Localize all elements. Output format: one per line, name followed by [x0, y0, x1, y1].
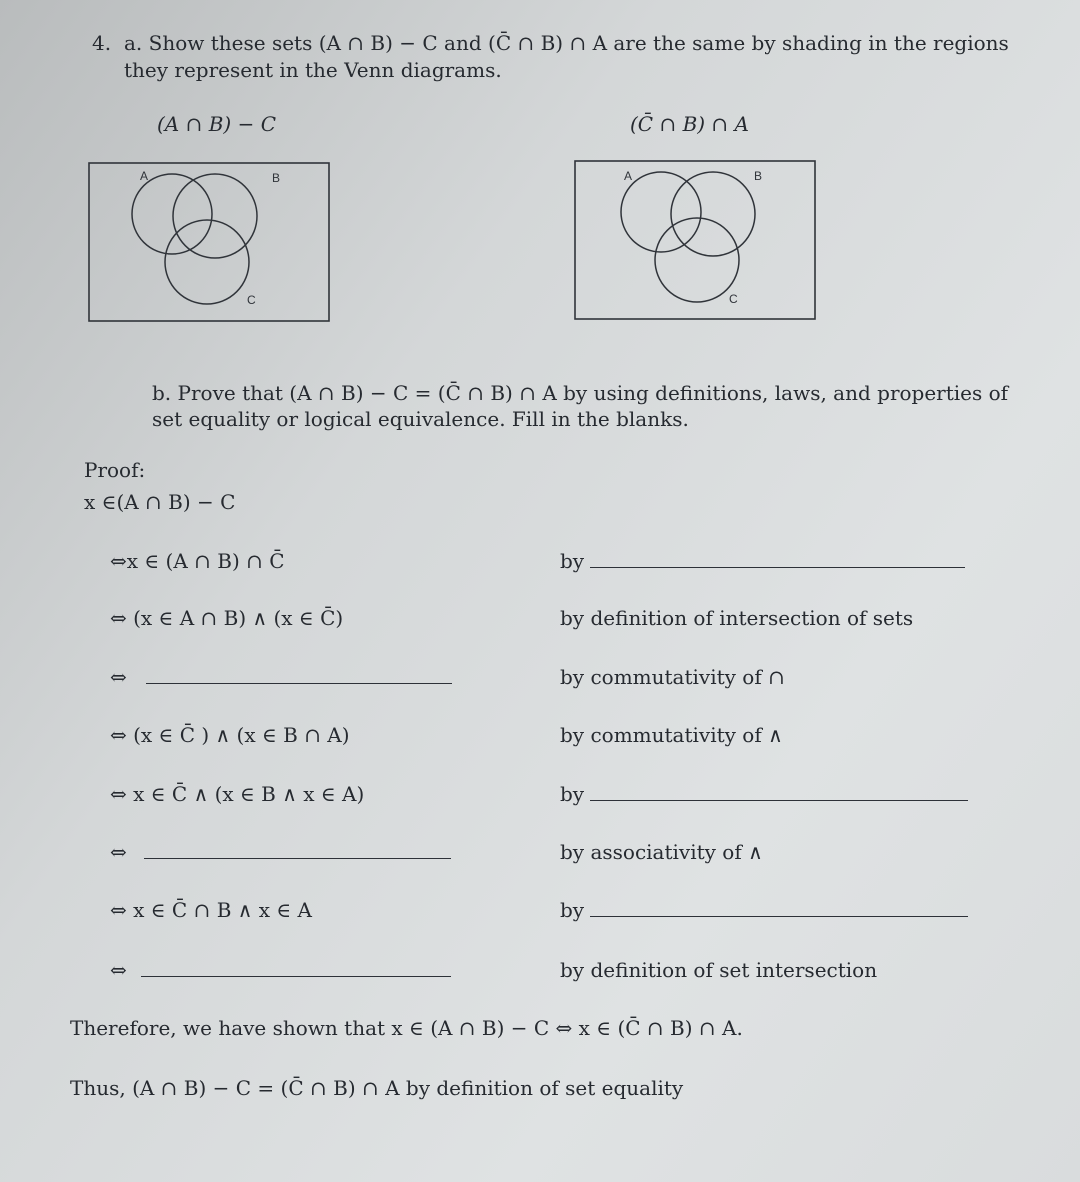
- part-a-line2: they represent in the Venn diagrams.: [124, 58, 502, 82]
- step-3-expr-blank[interactable]: [146, 683, 452, 684]
- label-a: A: [624, 169, 633, 183]
- step-7-reason: [560, 898, 968, 922]
- step-8-reason: by definition of set intersection: [560, 958, 878, 982]
- circle-a[interactable]: [621, 172, 701, 252]
- proof-heading: Proof:: [84, 458, 146, 482]
- step-4-reason: by commutativity of ∧: [560, 723, 783, 747]
- step-7-expr: ⇔ x ∈ C̄ ∩ B ∧ x ∈ A: [110, 898, 312, 922]
- step-1-expr: ⇔x ∈ (A ∩ B) ∩ C̄: [110, 549, 285, 573]
- label-b: B: [754, 169, 763, 183]
- universe-rect: [89, 163, 329, 321]
- step-7-reason-blank[interactable]: [590, 916, 968, 917]
- step-8-expr-blank[interactable]: [141, 976, 451, 977]
- step-1-reason: [560, 549, 965, 573]
- step-2-reason: by definition of intersection of sets: [560, 606, 914, 630]
- label-c: C: [729, 292, 738, 306]
- step-4-expr: ⇔ (x ∈ C̄ ) ∧ (x ∈ B ∩ A): [110, 723, 350, 747]
- step-1-reason-blank[interactable]: [590, 567, 965, 568]
- part-b-line2: set equality or logical equivalence. Fill in the blanks.: [152, 407, 689, 431]
- step-6-arrow: ⇔: [110, 840, 127, 864]
- label-a: A: [140, 169, 149, 183]
- venn-diagram-1[interactable]: [88, 162, 330, 322]
- diagram-1-caption: (A ∩ B) − C: [157, 112, 276, 136]
- step-5-expr: ⇔ x ∈ C̄ ∧ (x ∈ B ∧ x ∈ A): [110, 782, 365, 806]
- part-b-line1: b. Prove that (A ∩ B) − C = (C̄ ∩ B) ∩ A by using definitions, laws, and properties of: [152, 381, 1009, 405]
- label-b: B: [272, 171, 281, 185]
- step-3-reason: by commutativity of ∩: [560, 665, 785, 689]
- universe-rect: [575, 161, 815, 319]
- conclusion-line2: Thus, (A ∩ B) − C = (C̄ ∩ B) ∩ A by definition of set equality: [70, 1076, 684, 1100]
- circle-a[interactable]: [132, 174, 212, 254]
- step-1-by: by: [560, 549, 585, 573]
- conclusion-line1: Therefore, we have shown that x ∈ (A ∩ B) − C ⇔ x ∈ (C̄ ∩ B) ∩ A.: [70, 1016, 743, 1040]
- step-6-reason: by associativity of ∧: [560, 840, 763, 864]
- label-c: C: [247, 293, 256, 307]
- circle-b[interactable]: [671, 172, 755, 256]
- diagram-2-caption: (C̄ ∩ B) ∩ A: [630, 112, 749, 136]
- step-7-by: by: [560, 898, 585, 922]
- proof-start: x ∈(A ∩ B) − C: [84, 490, 236, 514]
- step-5-by: by: [560, 782, 585, 806]
- step-5-reason: [560, 782, 968, 806]
- step-6-expr-blank[interactable]: [144, 858, 451, 859]
- step-3-arrow: ⇔: [110, 665, 127, 689]
- step-5-reason-blank[interactable]: [590, 800, 968, 801]
- circle-b[interactable]: [173, 174, 257, 258]
- venn-diagram-2[interactable]: [574, 160, 816, 320]
- problem-number: 4.: [92, 31, 112, 55]
- step-8-arrow: ⇔: [110, 958, 127, 982]
- part-a-line1: a. Show these sets (A ∩ B) − C and (C̄ ∩ B) ∩ A are the same by shading in the regions: [124, 31, 1009, 55]
- step-2-expr: ⇔ (x ∈ A ∩ B) ∧ (x ∈ C̄): [110, 606, 344, 630]
